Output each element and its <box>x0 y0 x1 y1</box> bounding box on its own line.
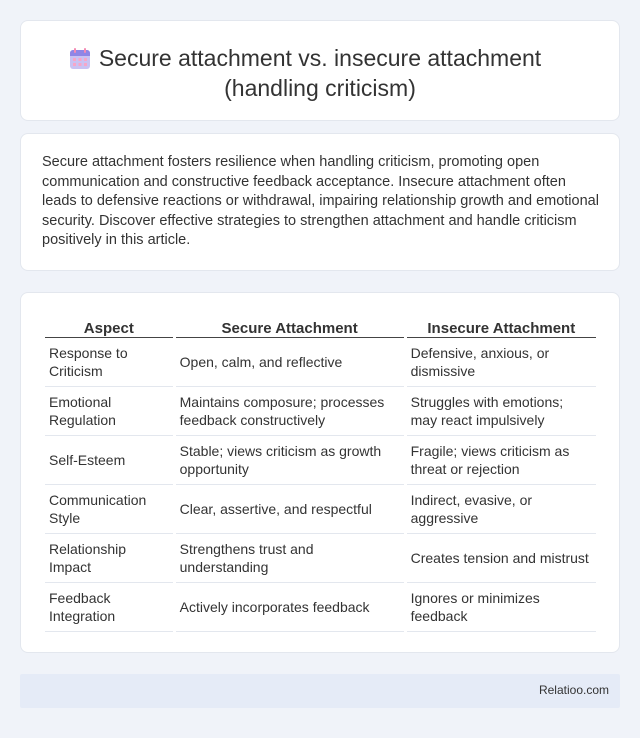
page-title-line1: Secure attachment vs. insecure attachment <box>98 45 542 71</box>
header-insecure: Insecure Attachment <box>407 315 596 338</box>
cell-aspect: Communication Style <box>45 485 173 534</box>
intro-text: Secure attachment fosters resilience when handling criticism, promoting open communication and constructive feedback acceptance. Insecure attachment often leads to defensive reactions or withdrawal, impairing relationship growth and emotional security. Discover effective strategies to strengthen attachment and handle criticism positively in this article. <box>42 154 599 248</box>
table-row <box>45 436 596 485</box>
cell-aspect: Self-Esteem <box>45 436 173 485</box>
footer-brand-link[interactable]: Relatioo.com <box>538 683 609 697</box>
comparison-table <box>42 315 599 632</box>
cell-aspect: Relationship Impact <box>45 534 173 583</box>
page-title-line2: (handling criticism) <box>224 75 416 101</box>
cell-secure: Maintains composure; processes feedback constructively <box>176 387 404 436</box>
page-title <box>99 43 541 103</box>
cell-aspect: Emotional Regulation <box>45 387 173 436</box>
header-aspect: Aspect <box>45 315 173 338</box>
cell-secure: Actively incorporates feedback <box>176 583 404 632</box>
cell-insecure: Defensive, anxious, or dismissive <box>407 338 596 387</box>
cell-insecure: Creates tension and mistrust <box>407 534 596 583</box>
cell-aspect: Feedback Integration <box>45 583 173 632</box>
intro-card <box>20 133 620 271</box>
table-row <box>45 485 596 534</box>
comparison-card <box>20 292 620 653</box>
table-row <box>45 583 596 632</box>
cell-aspect: Response to Criticism <box>45 338 173 387</box>
cell-secure: Stable; views criticism as growth opportunity <box>176 436 404 485</box>
cell-insecure: Ignores or minimizes feedback <box>407 583 596 632</box>
table-row <box>45 387 596 436</box>
cell-secure: Clear, assertive, and respectful <box>176 485 404 534</box>
table-row <box>45 534 596 583</box>
table-header-row <box>45 315 596 338</box>
table-row <box>45 338 596 387</box>
cell-insecure: Indirect, evasive, or aggressive <box>407 485 596 534</box>
cell-secure: Strengthens trust and understanding <box>176 534 404 583</box>
cell-insecure: Struggles with emotions; may react impulsively <box>407 387 596 436</box>
title-card <box>20 20 620 121</box>
footer-bar <box>20 674 620 708</box>
header-secure: Secure Attachment <box>176 315 404 338</box>
cell-insecure: Fragile; views criticism as threat or rejection <box>407 436 596 485</box>
cell-secure: Open, calm, and reflective <box>176 338 404 387</box>
